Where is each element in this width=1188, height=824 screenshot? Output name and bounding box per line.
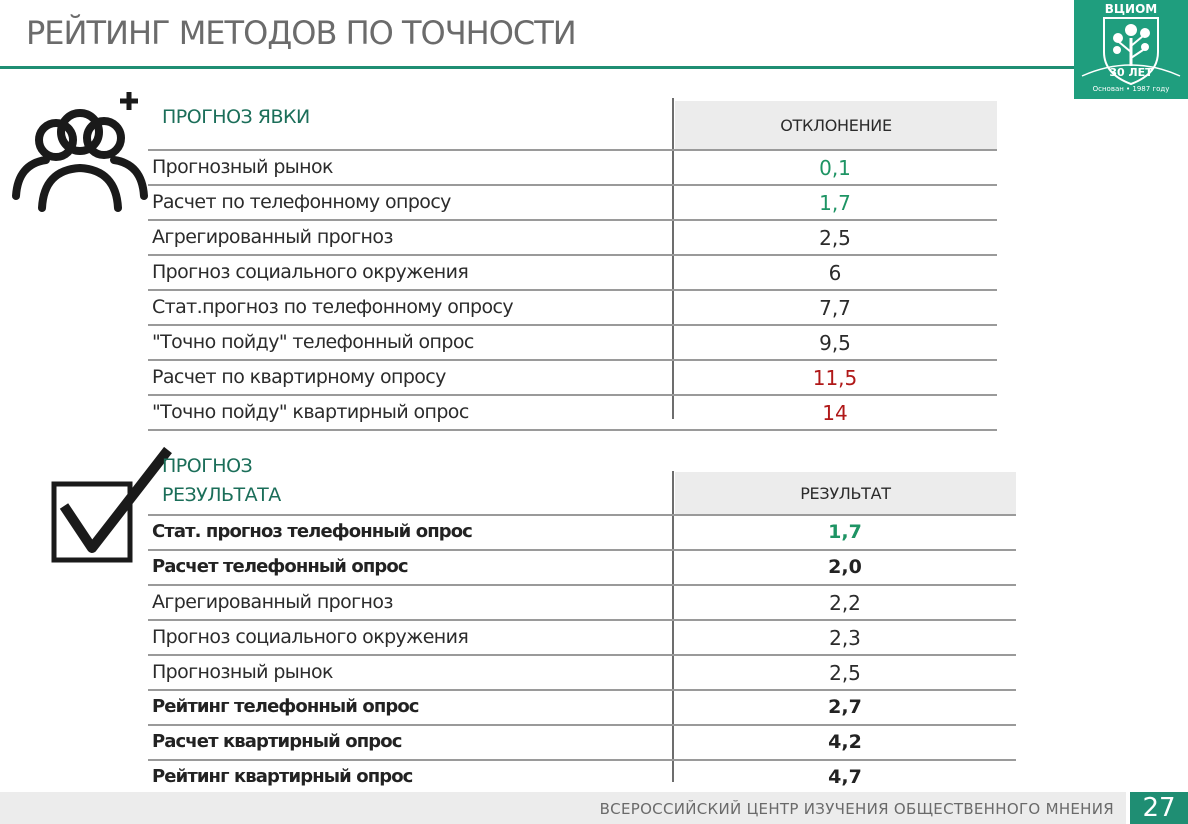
method-label: Прогноз социального окружения [152,626,469,648]
result-heading-line1: ПРОГНОЗ [162,455,253,477]
result-column-header: РЕЗУЛЬТАТ [675,472,1016,515]
title-divider [0,66,1075,69]
page-number: 27 [1130,792,1188,824]
method-label: "Точно пойду" квартирный опрос [152,401,469,423]
method-label: Расчет квартирный опрос [152,731,402,752]
method-label: Рейтинг квартирный опрос [152,766,413,787]
metric-value: 1,7 [828,521,862,543]
method-label: Прогноз социального окружения [152,261,469,283]
method-label: Стат.прогноз по телефонному опросу [152,296,514,318]
table-row [148,184,997,219]
logo-years: 30 ЛЕТ [1109,66,1153,79]
table-row [148,724,1016,759]
table-row [148,654,1016,689]
table-row [148,289,997,324]
table-row [148,219,997,254]
table-row [148,689,1016,724]
method-label: Расчет по квартирному опросу [152,366,446,388]
metric-value: 2,5 [819,226,851,250]
metric-value: 1,7 [819,191,851,215]
metric-value: 14 [822,401,848,425]
logo-name: ВЦИОМ [1104,2,1158,16]
page-title: РЕЙТИНГ МЕТОДОВ ПО ТОЧНОСТИ [26,14,576,52]
metric-value: 6 [828,261,842,285]
table-bottom-rule [148,429,997,431]
logo-founded: Основан • 1987 году [1092,85,1170,93]
table-row [148,759,1016,794]
method-label: Рейтинг телефонный опрос [152,696,419,717]
method-label: "Точно пойду" телефонный опрос [152,331,474,353]
footer-bar [0,792,1126,824]
table-row [148,394,997,429]
deviation-column-header: ОТКЛОНЕНИЕ [675,101,997,149]
table-row [148,324,997,359]
table-row [148,149,997,184]
table-row [148,549,1016,584]
table-row [148,254,997,289]
result-heading-line2: РЕЗУЛЬТАТА [162,484,281,506]
metric-value: 2,2 [829,591,861,615]
table-row [148,514,1016,549]
method-label: Расчет по телефонному опросу [152,191,451,213]
metric-value: 11,5 [812,366,858,390]
method-label: Агрегированный прогноз [152,226,393,248]
footer-org: ВСЕРОССИЙСКИЙ ЦЕНТР ИЗУЧЕНИЯ ОБЩЕСТВЕННОГО МНЕНИЯ [599,800,1114,818]
metric-value: 4,7 [828,766,862,788]
table-row [148,619,1016,654]
metric-value: 4,2 [828,731,862,753]
metric-value: 2,7 [828,696,862,718]
turnout-heading: ПРОГНОЗ ЯВКИ [162,106,310,128]
table-row [148,584,1016,619]
metric-value: 7,7 [819,296,851,320]
method-label: Стат. прогноз телефонный опрос [152,521,472,542]
tree-emblem-icon [1074,0,1188,99]
method-label: Прогнозный рынок [152,156,333,178]
method-label: Агрегированный прогноз [152,591,393,613]
metric-value: 2,5 [829,661,861,685]
result-table [148,514,1016,796]
method-label: Расчет телефонный опрос [152,556,408,577]
vciom-logo [1074,0,1188,99]
table-row [148,359,997,394]
people-add-icon [10,86,150,212]
metric-value: 0,1 [819,156,851,180]
metric-value: 9,5 [819,331,851,355]
turnout-table [148,149,997,431]
metric-value: 2,0 [828,556,862,578]
metric-value: 2,3 [829,626,861,650]
method-label: Прогнозный рынок [152,661,333,683]
